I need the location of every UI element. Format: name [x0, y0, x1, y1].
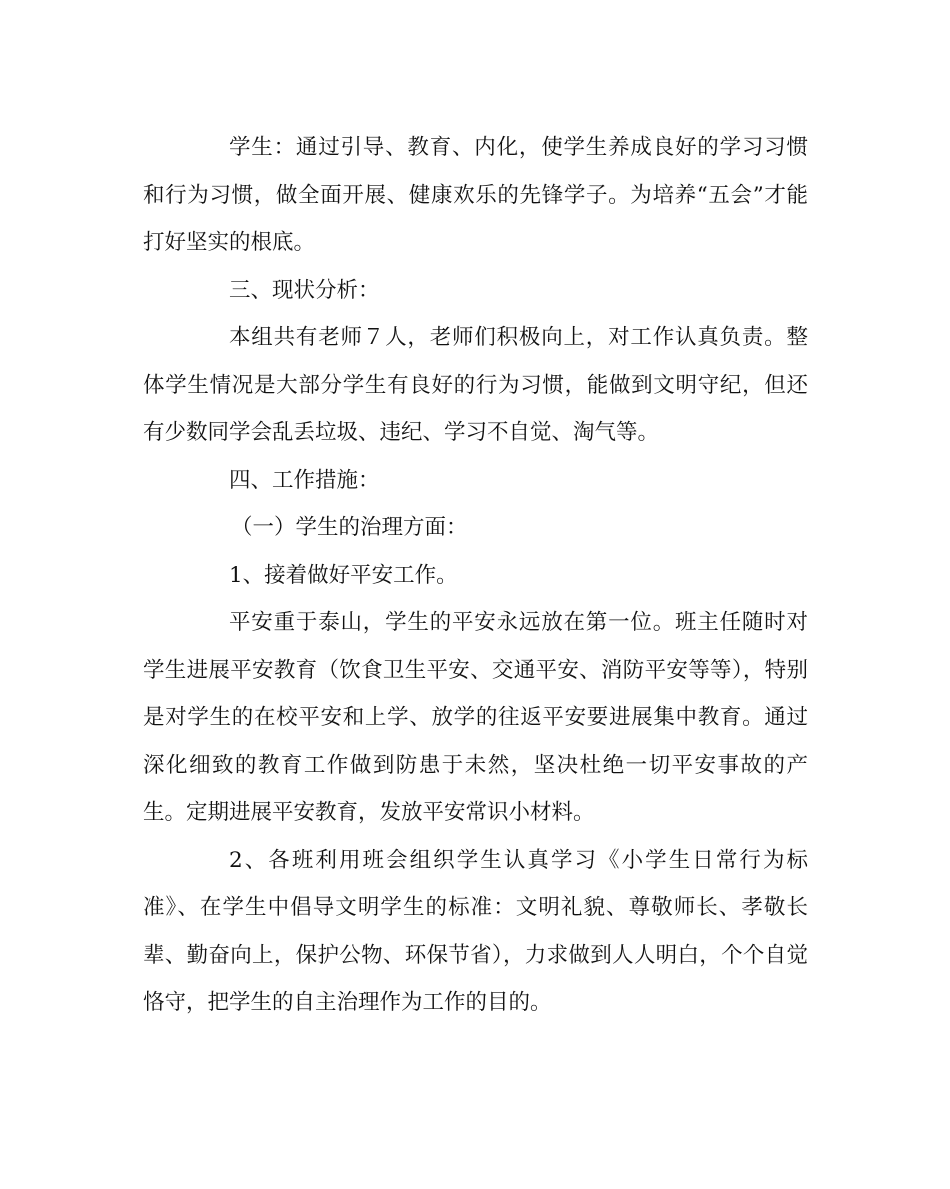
paragraph-student-goal: 学生：通过引导、教育、内化，使学生养成良好的学习习惯和行为习惯，做全面开展、健康欢乐的先锋学子。为培养“五会”才能打好坚实的根底。	[143, 135, 808, 255]
item-heading-safety-work: 1、接着做好平安工作。	[229, 562, 458, 588]
paragraph-class-meeting: 2、各班利用班会组织学生认真学习《小学生日常行为标准》、在学生中倡导文明学生的标准：文明礼貌、尊敬师长、孝敬长辈、勤奋向上，保护公物、环保节省），力求做到人人明白，个个自觉恪守，把学生的自主治理作为工作的目的。	[143, 847, 808, 1015]
document-body	[143, 124, 808, 1027]
paragraph-status-analysis: 本组共有老师７人，老师们积极向上，对工作认真负责。整体学生情况是大部分学生有良好的行为习惯，能做到文明守纪，但还有少数同学会乱丢垃圾、违纪、学习不自觉、淘气等。	[143, 325, 808, 445]
section-heading-work-measures: 四、工作措施：	[229, 467, 380, 493]
paragraph-safety-work: 平安重于泰山，学生的平安永远放在第一位。班主任随时对学生进展平安教育（饮食卫生平安、交通平安、消防平安等等），特别是对学生的在校平安和上学、放学的往返平安要进展集中教育。通过深化细致的教育工作做到防患于未然，坚决杜绝一切平安事故的产生。定期进展平安教育，发放平安常识小材料。	[143, 610, 808, 825]
section-heading-status-analysis: 三、现状分析：	[229, 277, 380, 303]
subsection-heading-student-management: （一）学生的治理方面：	[231, 515, 468, 540]
